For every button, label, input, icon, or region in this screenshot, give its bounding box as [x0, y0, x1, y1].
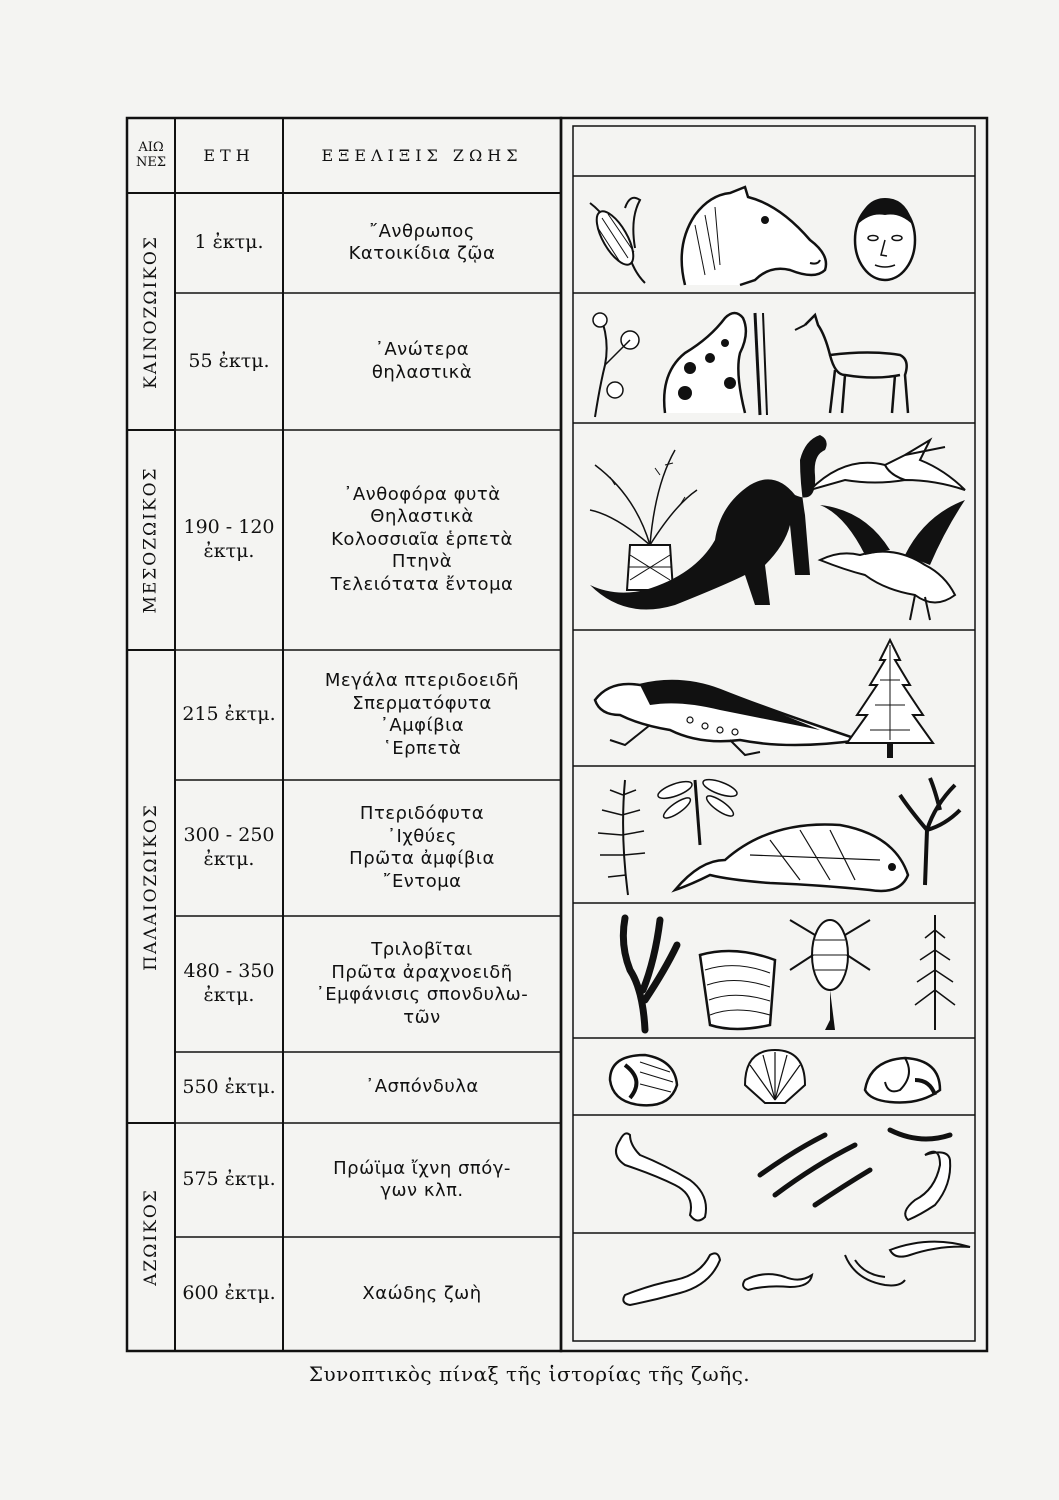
row-years [175, 650, 283, 780]
evolution-line: Τελειότατα ἔντομα [330, 573, 514, 595]
evolution-line: ᾿Ανώτερα [374, 339, 470, 360]
era-cenozoic [127, 193, 175, 430]
row-evolution [283, 780, 561, 916]
evolution-line: Θηλαστικὰ [370, 506, 474, 528]
row-evolution [283, 1237, 561, 1351]
worm-icon [755, 1125, 875, 1210]
evolution-line: Πτηνὰ [391, 551, 453, 573]
era-mesozoic [127, 430, 175, 650]
evolution-line: ῾Ερπετὰ [382, 737, 462, 759]
horse-head-icon [670, 185, 835, 290]
shell-icon [695, 945, 780, 1035]
header-eons [127, 118, 175, 193]
fern-icon [590, 775, 650, 900]
row-years [175, 193, 283, 293]
trilobite-icon [605, 1050, 680, 1110]
header-years [175, 118, 283, 193]
evolution-line: γων κλπ. [380, 1180, 464, 1201]
dinosaur-icon [585, 425, 835, 625]
evolution-line: ᾿Ιχθύες [387, 825, 457, 847]
evolution-line: Χαώδης ζωὴ [362, 1282, 482, 1304]
years-line: 600 ἐκτμ. [182, 1282, 276, 1305]
row-years [175, 293, 283, 430]
evolution-line: Πτεριδόφυτα [359, 803, 485, 824]
row-years [175, 1237, 283, 1351]
evolution-line: ᾿Ασπόνδυλα [365, 1076, 479, 1098]
evolution-line: Κατοικίδια ζῷα [348, 243, 496, 264]
row-years [175, 1123, 283, 1237]
row-evolution [283, 916, 561, 1052]
row-evolution [283, 430, 561, 650]
evolution-line: θηλαστικὰ [371, 361, 473, 383]
row-years [175, 1052, 283, 1123]
header-eons-label: ΑΙΩ ΝΕΣ [135, 140, 167, 170]
worm-icon [880, 1120, 970, 1225]
table-caption: Συνοπτικὸς πίναξ τῆς ἱστορίας τῆς ζωῆς. [308, 1362, 751, 1386]
header-evolution [283, 118, 561, 193]
evolution-line: τῶν [403, 1006, 441, 1028]
worm-icon [740, 1265, 815, 1295]
worm-icon [620, 1245, 725, 1310]
worm-icon [605, 1125, 715, 1230]
years-line: 300 - 250 [183, 824, 275, 847]
row-years [175, 430, 283, 650]
years-line: 550 ἐκτμ. [182, 1075, 276, 1098]
years-line: ἐκτμ. [203, 540, 255, 562]
row-evolution [283, 650, 561, 780]
snail-icon [860, 1050, 945, 1105]
conifer-icon [845, 635, 935, 760]
row-years [175, 916, 283, 1052]
bird-icon [815, 495, 975, 625]
years-line: 55 ἐκτμ. [188, 349, 270, 372]
evolution-line: Πρῶτα ἀμφίβια [349, 848, 495, 869]
scallop-icon [735, 1045, 815, 1105]
era-azoic [127, 1123, 175, 1351]
years-line: 480 - 350 [183, 960, 275, 983]
years-line: 1 ἐκτμ. [194, 231, 264, 254]
years-line: ἐκτμ. [203, 984, 255, 1006]
corn-icon [580, 188, 660, 288]
evolution-line: Κολοσσιαῖα ἑρπετὰ [331, 528, 513, 550]
evolution-line: ᾿Εμφάνισις σπονδυλω- [315, 984, 529, 1005]
evolution-line: ᾿Αμφίβια [379, 715, 465, 736]
evolution-line: Σπερματόφυτα [352, 692, 492, 714]
row-evolution [283, 1123, 561, 1237]
evolution-line: Πρώϊμα ἴχνη σπόγ- [333, 1157, 511, 1179]
years-line: 575 ἐκτμ. [182, 1168, 276, 1191]
human-head-icon [845, 190, 925, 290]
header-evolution-label: ΕΞΕΛΙΞΙΣ ΖΩΗΣ [321, 145, 523, 165]
era-label: ΠΑΛΑΙΟΖΩΙΚΟΣ [141, 802, 161, 971]
evolution-line: Τριλοβῖται [371, 939, 473, 960]
era-label: ΜΕΣΟΖΩΙΚΟΣ [141, 466, 161, 614]
amphibian-icon [590, 660, 865, 760]
era-label: ΑΖΩΙΚΟΣ [141, 1188, 161, 1286]
era-label: ΚΑΙΝΟΖΩΙΚΟΣ [141, 234, 162, 389]
row-evolution [283, 293, 561, 430]
years-line: ἐκτμ. [203, 848, 255, 870]
evolution-line: ᾿Ανθοφόρα φυτὰ [343, 483, 501, 505]
llama-icon [790, 305, 920, 415]
evolution-line: Μεγάλα πτεριδοειδῆ [324, 670, 520, 691]
fish-icon [670, 805, 915, 900]
worm-icon [840, 1235, 975, 1295]
plant-icon [905, 910, 970, 1035]
dog-icon [655, 303, 775, 418]
crinoid-icon [605, 910, 685, 1035]
row-years [175, 780, 283, 916]
row-evolution [283, 1052, 561, 1123]
evolution-line: ῎Εντομα [382, 870, 462, 892]
years-line: 190 - 120 [183, 516, 275, 539]
row-evolution [283, 193, 561, 293]
evolution-line: ῎Ανθρωπος [369, 220, 475, 242]
eurypterid-icon [785, 905, 875, 1035]
evolution-line: Πρῶτα ἀραχνοειδῆ [331, 961, 513, 983]
flower-icon [580, 305, 650, 420]
tree-icon [885, 770, 975, 890]
era-paleozoic [127, 650, 175, 1123]
years-line: 215 ἐκτμ. [182, 703, 276, 726]
header-years-label: ΕΤΗ [203, 145, 255, 165]
